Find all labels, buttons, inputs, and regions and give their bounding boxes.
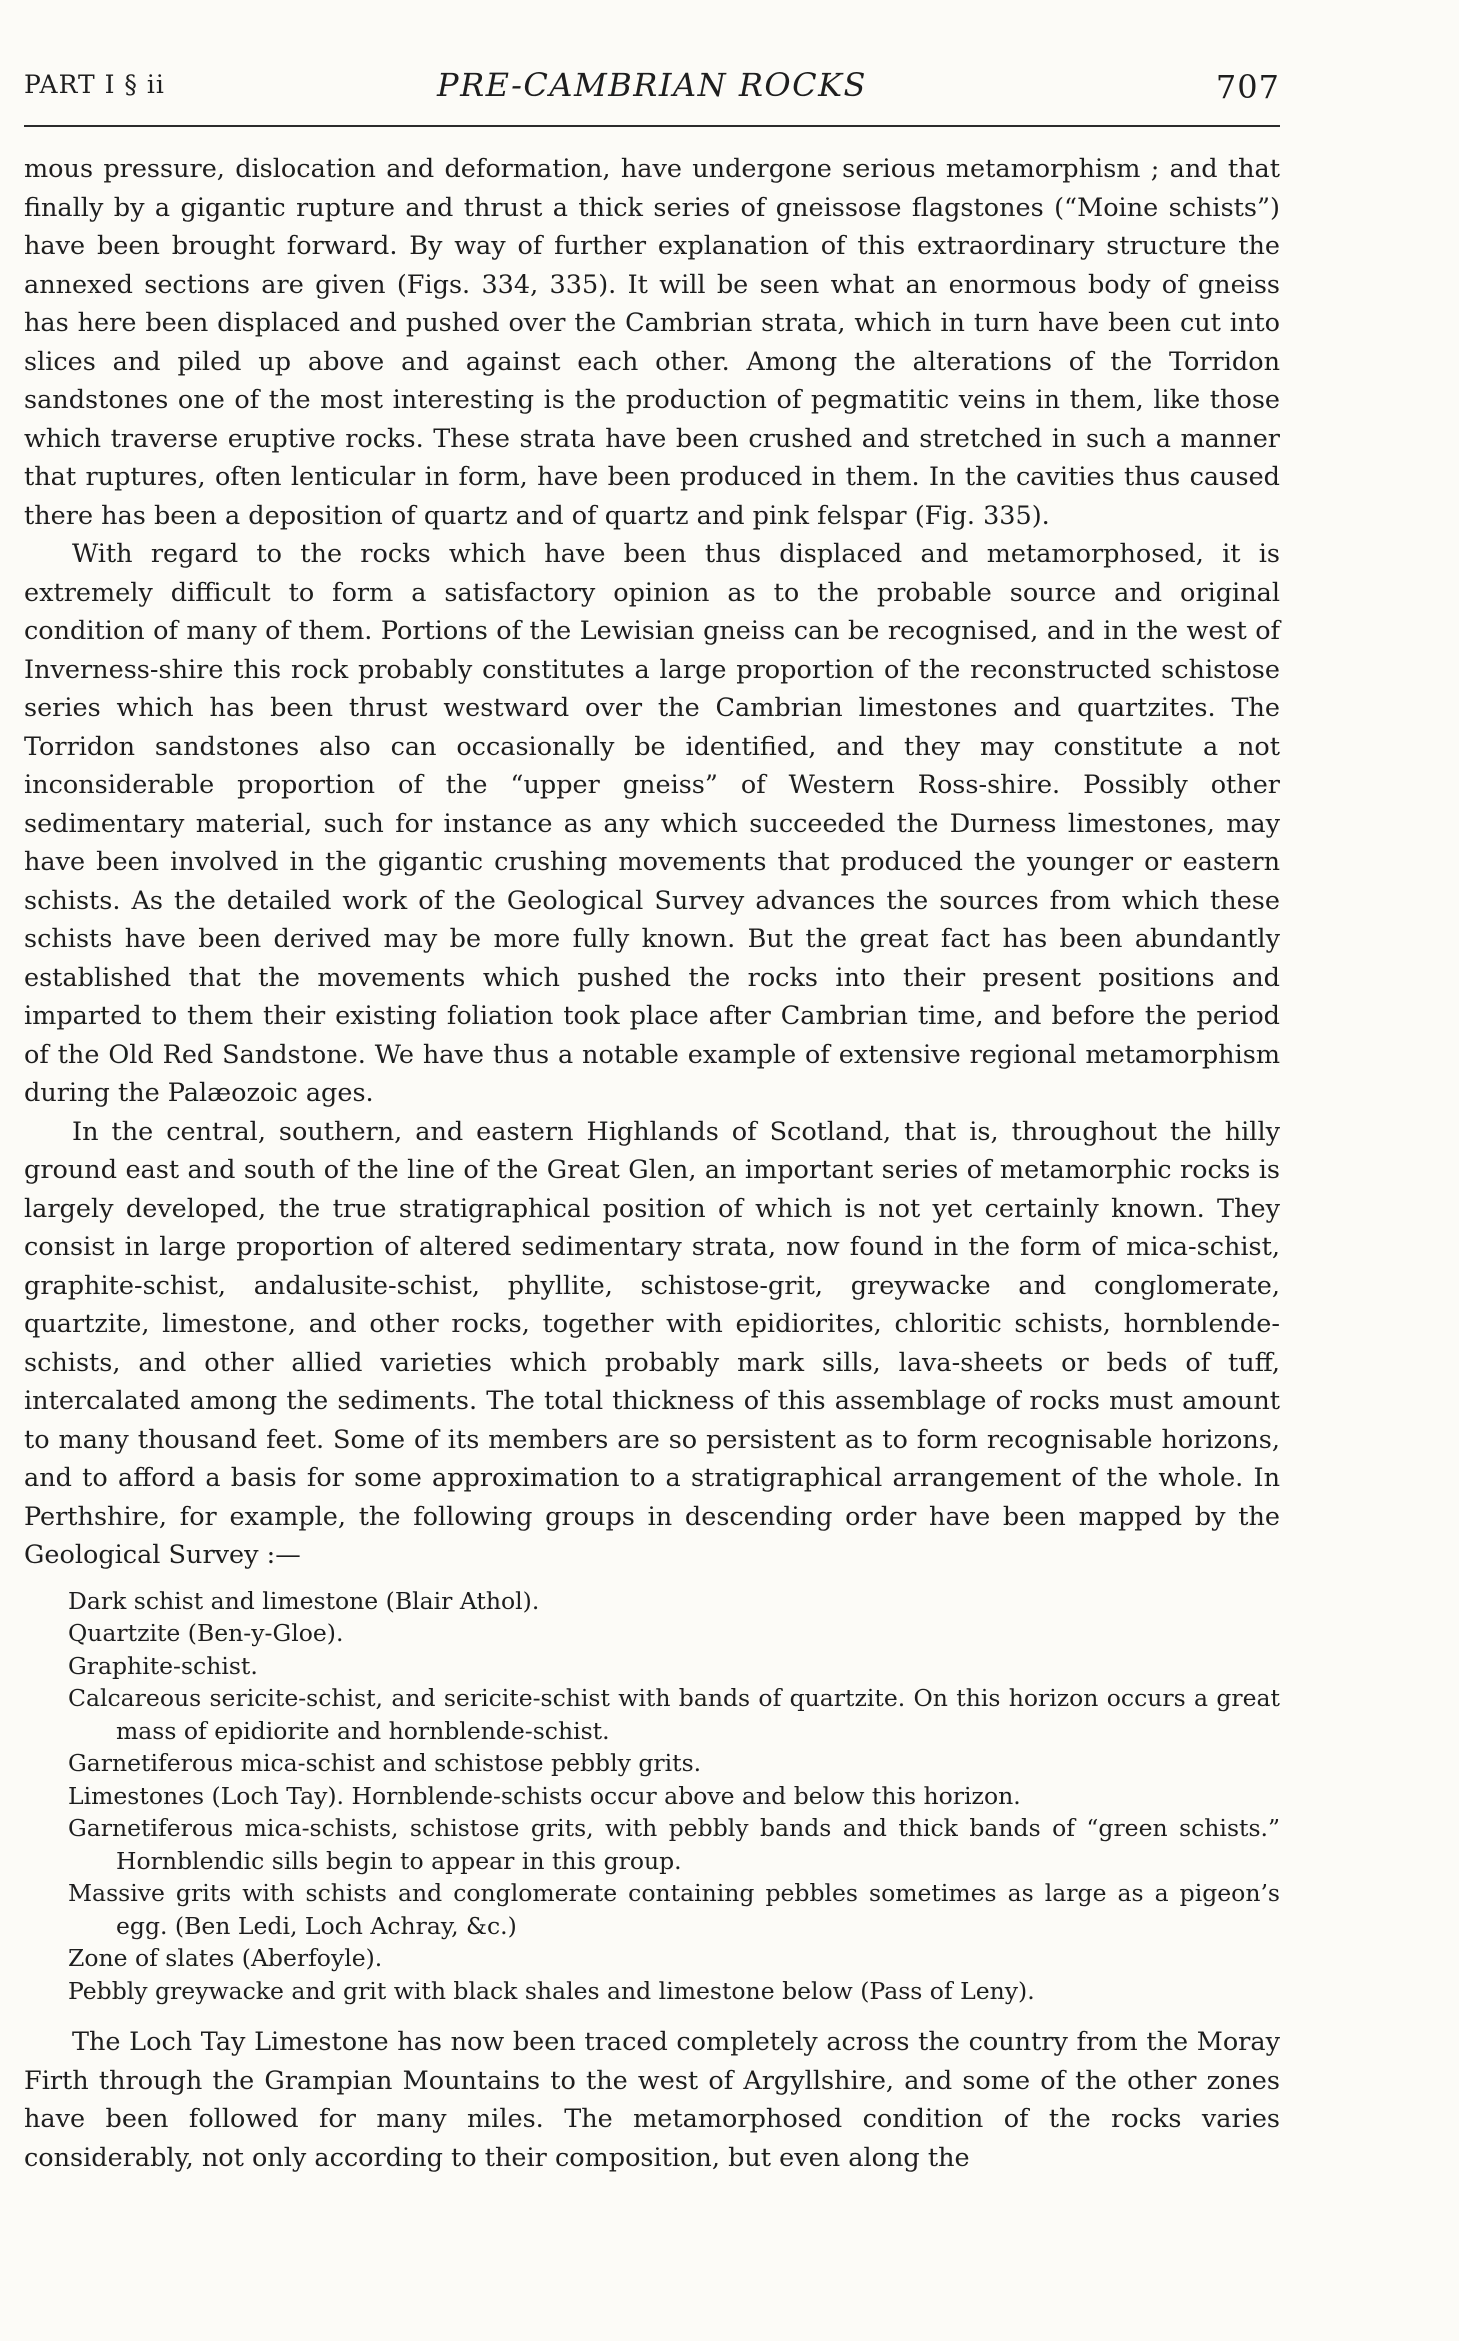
header-rule [24, 125, 1280, 127]
body-text [24, 150, 1280, 2177]
list-item: Limestones (Loch Tay). Hornblende-schists occur above and below this horizon. [68, 1781, 1021, 1810]
running-header [24, 62, 1280, 112]
list-item: Garnetiferous mica-schists, schistose grits, with pebbly bands and thick bands of “green schists.” Hornblendic sills begin to appear in this group. [68, 1814, 1280, 1875]
list-item: Quartzite (Ben-y-Gloe). [68, 1619, 344, 1647]
paragraph-continued: mous pressure, dislocation and deformation, have undergone serious metamorphism ; and that finally by a gigantic rupture and thrust a thick series of gneissose flagstones (“Moine schists”) have been brought forward. By way of further explanation of this extraordinary structure the annexed sections are given (Figs. 334, 335). It will be seen what an enormous body of gneiss has here been displaced and pushed over the Cambrian strata, which in turn have been cut into slices and piled up above and against each other. Among the alterations of the Torridon sandstones one of the most interesting is the production of pegmatitic veins in them, like those which traverse eruptive rocks. These strata have been crushed and stretched in such a manner that ruptures, often lenticular in form, have been produced in them. In the cavities thus caused there has been a deposition of quartz and of quartz and pink felspar (Fig. 335). [24, 154, 1280, 531]
running-title: PRE-CAMBRIAN ROCKS [437, 66, 867, 104]
list-item: Dark schist and limestone (Blair Athol). [68, 1586, 540, 1615]
list-item: Garnetiferous mica-schist and schistose pebbly grits. [68, 1749, 702, 1777]
stratigraphic-groups-list [68, 1585, 1280, 2008]
list-item: Pebbly greywacke and grit with black shales and limestone below (Pass of Leny). [68, 1976, 1035, 2005]
list-item: Massive grits with schists and conglomerate containing pebbles sometimes as large as a pigeon’s egg. (Ben Ledi, Loch Achray, &c.) [68, 1879, 1280, 1940]
list-item: Graphite-schist. [68, 1651, 258, 1680]
page-number: 707 [1215, 68, 1280, 106]
paragraph-central-highlands: In the central, southern, and eastern Highlands of Scotland, that is, throughout the hilly ground east and south of the line of the Great Glen, an important series of metamorphic rocks is largely developed, the true stratigraphical position of which is not yet certainly known. They consist in large proportion of altered sedimentary strata, now found in the form of mica-schist, graphite-schist, andalusite-schist, phyllite, schistose-grit, greywacke and conglomerate, quartzite, limestone, and other rocks, together with epidiorites, chloritic schists, hornblende-schists, and other allied varieties which probably mark sills, lava-sheets or beds of tuff, intercalated among the sediments. The total thickness of this assemblage of rocks must amount to many thousand feet. Some of its members are so persistent as to form recognisable horizons, and to afford a basis for some approximation to a stratigraphical arrangement of the whole. In Perthshire, for example, the following groups in descending order have been mapped by the Geological Survey :— [24, 1116, 1280, 1570]
paragraph-loch-tay: The Loch Tay Limestone has now been traced completely across the country from the Moray Firth through the Grampian Mountains to the west of Argyllshire, and some of the other zones have been followed for many miles. The metamorphosed condition of the rocks varies considerably, not only according to their composition, but even along the [24, 2027, 1280, 2173]
list-item: Zone of slates (Aberfoyle). [68, 1944, 383, 1972]
list-item: Calcareous sericite-schist, and sericite-schist with bands of quartzite. On this horizon occurs a great mass of epidiorite and hornblende-schist. [68, 1684, 1280, 1745]
paragraph-displaced-rocks: With regard to the rocks which have been thus displaced and metamorphosed, it is extremely difficult to form a satisfactory opinion as to the probable source and original condition of many of them. Portions of the Lewisian gneiss can be recognised, and in the west of Inverness-shire this rock probably constitutes a large proportion of the reconstructed schistose series which has been thrust westward over the Cambrian limestones and quartzites. The Torridon sandstones also can occasionally be identified, and they may constitute a not inconsiderable proportion of the “upper gneiss” of Western Ross-shire. Possibly other sedimentary material, such for instance as any which succeeded the Durness limestones, may have been involved in the gigantic crushing movements that produced the younger or eastern schists. As the detailed work of the Geological Survey advances the sources from which these schists have been derived may be more fully known. But the great fact has been abundantly established that the movements which pushed the rocks into their present positions and imparted to them their existing foliation took place after Cambrian time, and before the period of the Old Red Sandstone. We have thus a notable example of extensive regional metamorphism during the Palæozoic ages. [24, 539, 1280, 1108]
part-section-label: PART I § ii [24, 70, 165, 99]
